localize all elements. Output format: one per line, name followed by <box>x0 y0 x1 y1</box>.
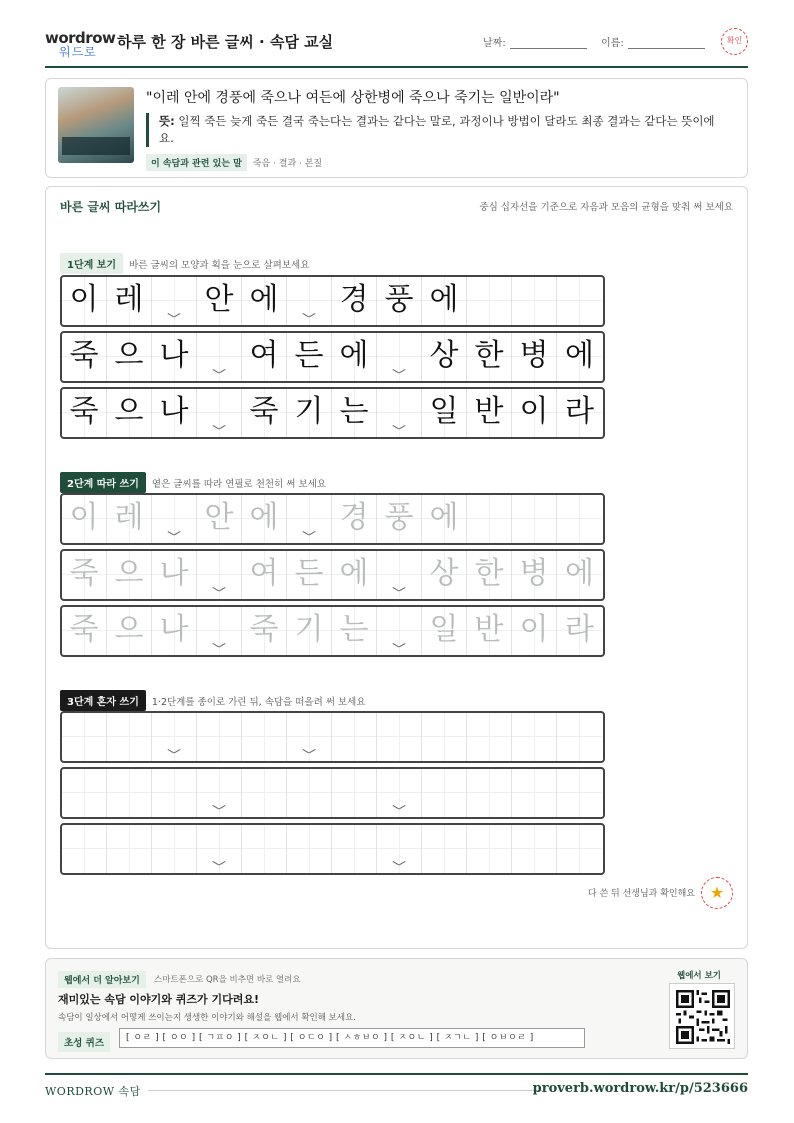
grid-character: 죽 <box>249 612 279 647</box>
grid-cell[interactable] <box>377 713 422 761</box>
space-mark-icon <box>168 749 180 755</box>
grid-cell[interactable] <box>287 551 332 599</box>
space-mark-icon <box>393 805 405 811</box>
grid-cell[interactable] <box>107 551 152 599</box>
grid-cell[interactable] <box>107 713 152 761</box>
grid-cell[interactable] <box>467 825 512 873</box>
grid-cell[interactable] <box>62 713 107 761</box>
name-field[interactable]: 이름: <box>601 34 705 49</box>
web-description: 속담이 일상에서 어떻게 쓰이는지 생생한 이야기와 해설을 웹에서 확인해 보세요. <box>58 1013 356 1023</box>
grid-cell <box>62 389 107 437</box>
grid-character: 반 <box>474 394 504 429</box>
grid-cell[interactable] <box>512 769 557 817</box>
space-mark-icon <box>168 531 180 537</box>
grid-character: 상 <box>429 556 459 591</box>
qr-code-icon[interactable] <box>669 983 735 1049</box>
grid-cell[interactable] <box>467 551 512 599</box>
grid-cell <box>467 389 512 437</box>
grid-cell <box>557 389 602 437</box>
grid-character: 여 <box>249 338 279 373</box>
grid-cell[interactable] <box>62 769 107 817</box>
grid-character: 경 <box>339 500 369 535</box>
grid-character: 반 <box>474 612 504 647</box>
grid-cell[interactable] <box>197 495 242 543</box>
grid-character: 라 <box>565 394 594 429</box>
grid-cell <box>377 277 422 325</box>
grid-cell <box>152 389 197 437</box>
grid-cell[interactable] <box>152 495 197 543</box>
grid-cell <box>467 277 512 325</box>
quiz-label: 초성 퀴즈 <box>58 1032 110 1052</box>
grid-character: 에 <box>249 282 279 317</box>
grid-cell[interactable] <box>287 713 332 761</box>
space-mark-icon <box>213 587 225 593</box>
star-stamp-icon: ★ <box>701 877 733 909</box>
grid-character: 에 <box>249 500 279 535</box>
space-mark-icon <box>303 313 315 319</box>
practice-panel <box>45 186 748 949</box>
grid-cell[interactable] <box>242 769 287 817</box>
grid-cell[interactable] <box>467 769 512 817</box>
related-words: 이 속담과 관련 있는 말 죽음 · 결과 · 본질 <box>146 154 322 171</box>
proverb-text: "이레 안에 경풍에 죽으나 여든에 상한병에 죽으나 죽기는 일반이라" <box>146 90 560 106</box>
grid-character: 이 <box>69 500 99 535</box>
grid-cell[interactable] <box>197 769 242 817</box>
grid-character: 나 <box>159 338 189 373</box>
grid-cell[interactable] <box>62 551 107 599</box>
grid-cell <box>197 333 242 381</box>
grid-cell[interactable] <box>152 607 197 655</box>
grid-character: 이 <box>519 394 549 429</box>
grid-cell[interactable] <box>287 495 332 543</box>
web-headline: 재미있는 속담 이야기와 퀴즈가 기다려요! <box>58 993 259 1006</box>
grid-cell <box>62 333 107 381</box>
grid-cell <box>287 333 332 381</box>
page-title: 하루 한 장 바른 글씨 · 속담 교실 <box>117 33 334 51</box>
grid-cell[interactable] <box>62 607 107 655</box>
grid-character: 나 <box>159 394 189 429</box>
grid-cell[interactable] <box>512 825 557 873</box>
grid-cell[interactable] <box>197 713 242 761</box>
grid-cell <box>242 389 287 437</box>
grid-character: 든 <box>294 556 324 591</box>
grid-character: 안 <box>204 282 234 317</box>
grid-cell[interactable] <box>197 825 242 873</box>
grid-cell <box>242 277 287 325</box>
grid-cell <box>197 389 242 437</box>
grid-cell[interactable] <box>242 607 287 655</box>
grid-character: 기 <box>294 394 324 429</box>
grid-cell[interactable] <box>332 495 377 543</box>
grid-character: 죽 <box>69 338 99 373</box>
grid-cell[interactable] <box>152 825 197 873</box>
grid-cell <box>62 277 107 325</box>
grid-cell <box>242 333 287 381</box>
grid-cell[interactable] <box>467 713 512 761</box>
grid-cell[interactable] <box>377 825 422 873</box>
grid-character: 나 <box>159 612 189 647</box>
grid-character: 병 <box>519 338 549 373</box>
grid-character: 에 <box>429 500 459 535</box>
space-mark-icon <box>393 587 405 593</box>
grid-cell <box>332 277 377 325</box>
grid-character: 죽 <box>69 394 99 429</box>
space-mark-icon <box>213 861 225 867</box>
grid-cell <box>512 333 557 381</box>
writing-row <box>60 387 605 439</box>
grid-cell <box>152 277 197 325</box>
writing-row <box>60 275 605 327</box>
grid-character: 이 <box>69 282 99 317</box>
grid-cell <box>377 389 422 437</box>
grid-cell[interactable] <box>377 495 422 543</box>
grid-cell[interactable] <box>422 713 467 761</box>
web-tag: 웹에서 더 알아보기 <box>58 971 146 988</box>
grid-cell[interactable] <box>377 551 422 599</box>
grid-cell <box>107 277 152 325</box>
grid-character: 으 <box>114 556 144 591</box>
grid-character: 으 <box>114 338 144 373</box>
grid-cell[interactable] <box>377 607 422 655</box>
grid-cell <box>557 277 602 325</box>
proverb-card <box>45 78 748 178</box>
chosung-quiz: [ ㅇㄹ ] [ ㅇㅇ ] [ ㄱㅍㅇ ] [ ㅈㅇㄴ ] [ ㅇㄷㅇ ] [ ㅅㅎㅂㅇ ] [ ㅈㅇㄴ ] [ ㅈㄱㄴ ] [ ㅇㅂㅇㄹ ] <box>119 1028 585 1048</box>
grid-cell[interactable] <box>152 713 197 761</box>
grid-cell[interactable] <box>152 551 197 599</box>
grid-character: 레 <box>114 282 144 317</box>
space-mark-icon <box>168 313 180 319</box>
web-promo-box <box>45 958 748 1059</box>
grid-cell[interactable] <box>287 769 332 817</box>
grid-cell[interactable] <box>557 713 602 761</box>
grid-cell[interactable] <box>242 713 287 761</box>
grid-cell <box>422 389 467 437</box>
space-mark-icon <box>213 425 225 431</box>
grid-cell[interactable] <box>422 495 467 543</box>
grid-cell <box>107 333 152 381</box>
grid-character: 에 <box>565 556 594 591</box>
grid-character: 는 <box>339 394 369 429</box>
grid-cell <box>287 277 332 325</box>
grid-cell <box>332 389 377 437</box>
grid-cell[interactable] <box>152 769 197 817</box>
grid-cell[interactable] <box>107 495 152 543</box>
grid-character: 경 <box>339 282 369 317</box>
writing-row[interactable] <box>60 711 605 763</box>
grid-character: 한 <box>474 556 504 591</box>
grid-cell[interactable] <box>242 825 287 873</box>
grid-character: 에 <box>339 556 369 591</box>
grid-cell <box>287 389 332 437</box>
grid-cell <box>107 389 152 437</box>
space-mark-icon <box>303 531 315 537</box>
grid-character: 으 <box>114 612 144 647</box>
grid-character: 병 <box>519 556 549 591</box>
grid-cell[interactable] <box>557 825 602 873</box>
grid-cell <box>332 333 377 381</box>
grid-character: 상 <box>429 338 459 373</box>
grid-cell[interactable] <box>422 551 467 599</box>
grid-cell[interactable] <box>107 769 152 817</box>
grid-cell[interactable] <box>287 825 332 873</box>
space-mark-icon <box>213 369 225 375</box>
grid-cell <box>197 277 242 325</box>
grid-character: 일 <box>429 394 459 429</box>
grid-character: 든 <box>294 338 324 373</box>
grid-cell[interactable] <box>62 825 107 873</box>
grid-cell[interactable] <box>377 769 422 817</box>
grid-cell[interactable] <box>332 769 377 817</box>
grid-cell[interactable] <box>332 713 377 761</box>
space-mark-icon <box>213 643 225 649</box>
grid-cell[interactable] <box>467 495 512 543</box>
grid-cell <box>377 333 422 381</box>
grid-character: 죽 <box>69 556 99 591</box>
grid-cell[interactable] <box>107 825 152 873</box>
grid-cell[interactable] <box>512 607 557 655</box>
grid-character: 풍 <box>384 500 414 535</box>
grid-cell <box>422 277 467 325</box>
grid-character: 기 <box>294 612 324 647</box>
grid-character: 이 <box>519 612 549 647</box>
grid-character: 풍 <box>384 282 414 317</box>
grid-character: 으 <box>114 394 144 429</box>
teacher-confirm-text: 다 쓴 뒤 선생님과 확인해요 <box>587 889 695 899</box>
grid-cell <box>467 333 512 381</box>
grid-cell[interactable] <box>467 607 512 655</box>
grid-character: 안 <box>204 500 234 535</box>
writing-row[interactable] <box>60 549 605 601</box>
grid-cell[interactable] <box>512 551 557 599</box>
grid-cell[interactable] <box>512 713 557 761</box>
illustration-thumbnail <box>58 87 134 163</box>
step1-label: 1단계 보기 바른 글씨의 모양과 획을 눈으로 살펴보세요 <box>60 253 309 274</box>
grid-character: 죽 <box>69 612 99 647</box>
page-header <box>45 22 748 68</box>
space-mark-icon <box>393 425 405 431</box>
space-mark-icon <box>213 805 225 811</box>
writing-row <box>60 331 605 383</box>
grid-character: 죽 <box>249 394 279 429</box>
step3-label: 3단계 혼자 쓰기 1·2단계를 종이로 가린 뒤, 속담을 떠올려 써 보세요 <box>60 690 366 711</box>
grid-cell[interactable] <box>242 495 287 543</box>
grid-cell[interactable] <box>422 825 467 873</box>
practice-title: 바른 글씨 따라쓰기 <box>60 200 162 214</box>
grid-cell[interactable] <box>107 607 152 655</box>
qr-label: 웹에서 보기 <box>676 971 721 981</box>
grid-cell[interactable] <box>287 607 332 655</box>
grid-cell[interactable] <box>557 551 602 599</box>
grid-character: 한 <box>474 338 504 373</box>
writing-row[interactable] <box>60 767 605 819</box>
space-mark-icon <box>393 369 405 375</box>
grid-character: 는 <box>339 612 369 647</box>
grid-cell <box>422 333 467 381</box>
date-field[interactable]: 날짜: <box>483 34 587 49</box>
grid-cell <box>512 389 557 437</box>
writing-row[interactable] <box>60 493 605 545</box>
practice-hint: 중심 십자선을 기준으로 자음과 모음의 균형을 맞춰 써 보세요 <box>479 202 733 213</box>
grid-cell[interactable] <box>62 495 107 543</box>
space-mark-icon <box>303 749 315 755</box>
grid-cell[interactable] <box>332 551 377 599</box>
grid-character: 여 <box>249 556 279 591</box>
space-mark-icon <box>393 861 405 867</box>
grid-cell[interactable] <box>242 551 287 599</box>
grid-cell <box>152 333 197 381</box>
footer-brand: WORDROW 속담 <box>45 1085 141 1098</box>
grid-character: 에 <box>429 282 459 317</box>
footer-url[interactable]: proverb.wordrow.kr/p/523666 <box>532 1081 748 1096</box>
writing-row[interactable] <box>60 823 605 875</box>
grid-cell[interactable] <box>332 825 377 873</box>
qr-tip: 스마트폰으로 QR을 비추면 바로 열려요 <box>154 975 301 985</box>
grid-cell[interactable] <box>197 551 242 599</box>
page-footer <box>45 1073 748 1103</box>
grid-cell[interactable] <box>422 607 467 655</box>
grid-character: 라 <box>565 612 594 647</box>
confirm-stamp-icon: 확인 <box>721 28 748 55</box>
grid-cell[interactable] <box>512 495 557 543</box>
grid-cell <box>557 333 602 381</box>
grid-cell[interactable] <box>557 769 602 817</box>
grid-cell[interactable] <box>422 769 467 817</box>
grid-character: 에 <box>565 338 594 373</box>
space-mark-icon <box>393 643 405 649</box>
grid-character: 나 <box>159 556 189 591</box>
grid-character: 일 <box>429 612 459 647</box>
grid-cell[interactable] <box>197 607 242 655</box>
grid-cell[interactable] <box>557 495 602 543</box>
grid-cell[interactable] <box>557 607 602 655</box>
grid-character: 에 <box>339 338 369 373</box>
grid-cell[interactable] <box>332 607 377 655</box>
step2-label: 2단계 따라 쓰기 옅은 글씨를 따라 연필로 천천히 써 보세요 <box>60 472 326 493</box>
grid-cell <box>512 277 557 325</box>
wordrow-logo: wordrow 워드로 <box>45 29 116 59</box>
meaning-text: 뜻: 일찍 죽든 늦게 죽든 결국 죽는다는 결과는 같다는 말로, 과정이나 방법이 달라도 최종 결과는 같다는 뜻이에요. <box>146 113 726 147</box>
grid-character: 레 <box>114 500 144 535</box>
writing-row[interactable] <box>60 605 605 657</box>
